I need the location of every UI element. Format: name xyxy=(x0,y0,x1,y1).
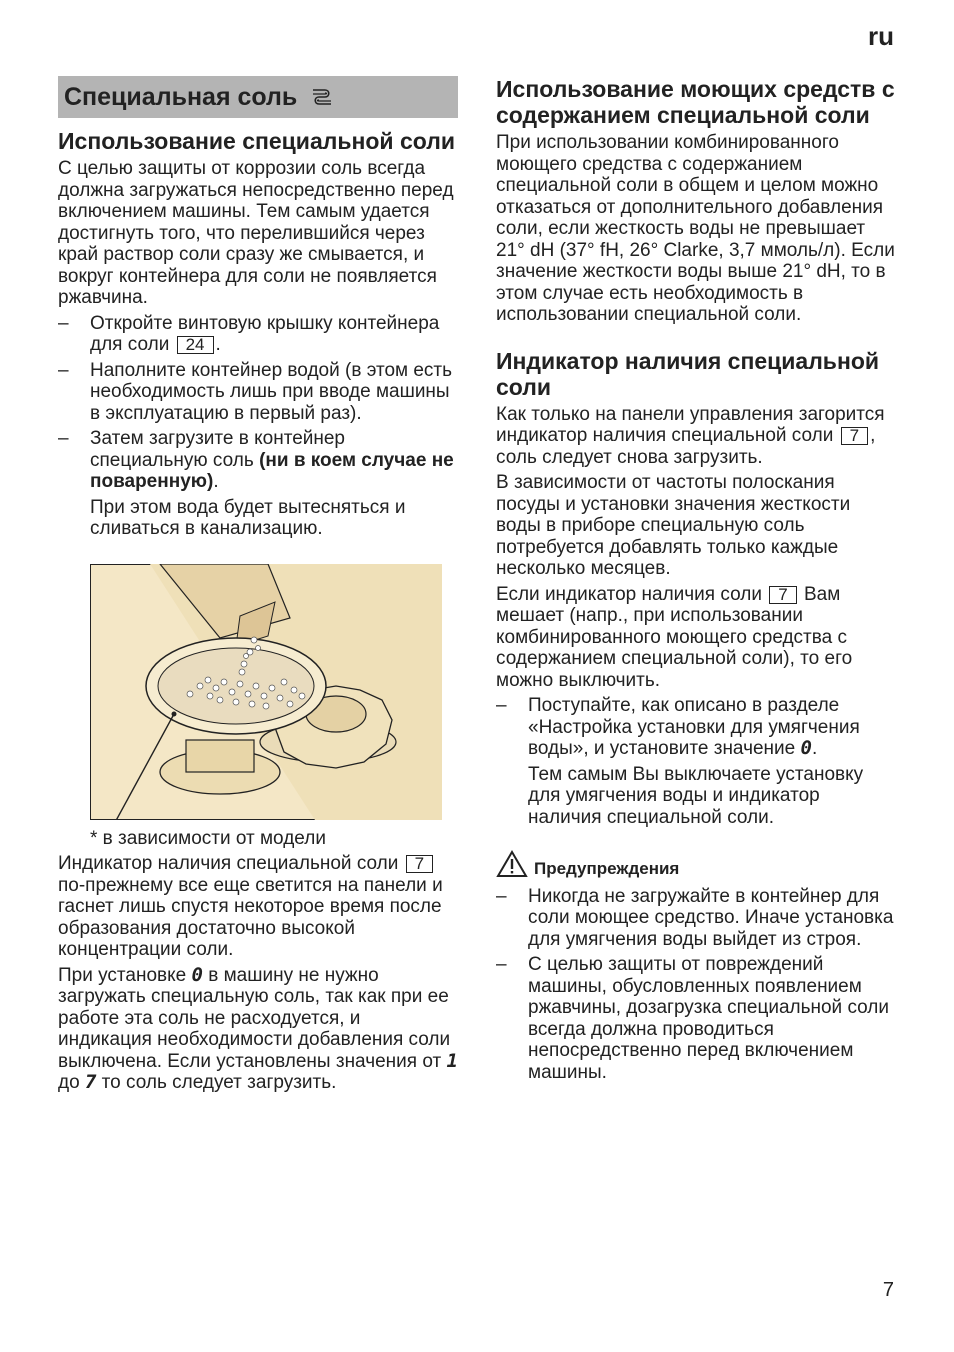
refill-frequency-text: В зависимости от частоты полоскания посуды и установки значения жесткости воды в приборе специальную соль потребуется добавлять только каждые несколько месяцев. xyxy=(496,472,851,579)
section-title: Специальная соль xyxy=(64,83,298,111)
warnings-heading: Предупреждения xyxy=(496,850,896,880)
step-load-salt: – Затем загрузите в контейнер специальную соль (ни в коем случае не поваренную). xyxy=(58,428,458,493)
ref-box-7: 7 xyxy=(769,586,796,604)
ref-box-24: 24 xyxy=(177,336,214,354)
step-open-cap: – Откройте винтовую крышку контейнера для соли 24 . xyxy=(58,313,458,356)
display-value-0: 0 xyxy=(800,737,812,759)
left-column xyxy=(58,76,458,1098)
warning-rust: – С целью защиты от повреждений машины, обусловленных появлением ржавчины, дозагрузка специальной соли всегда должна проводиться непосредственно перед включением машины. xyxy=(496,954,896,1083)
detergent-salt-heading: Использование моющих средств с содержанием специальной соли xyxy=(496,76,895,128)
salt-indicator-heading: Индикатор наличия специальной соли xyxy=(496,347,880,400)
detergent-salt-text: При использовании комбинированного моющего средства с содержанием специальной соли в общем и целом можно отказаться от дополнительного добавления соли, если жесткость воды не превышает 21° dH (37° fH, 26° Clarke, 3,7 ммоль/л). Если значение жесткости воды выше 21° dH, то в этом случае есть необходимость в использовании специальной соли. xyxy=(496,132,895,325)
section-title-bar xyxy=(58,76,458,118)
step-set-softening: – Поступайте, как описано в разделе «Настройка установки для умягчения воды», и установите значение 0. xyxy=(496,695,896,760)
right-column xyxy=(496,76,896,1087)
display-value-1: 1 xyxy=(446,1049,458,1072)
salt-symbol-icon xyxy=(310,85,334,109)
language-code: ru xyxy=(868,21,894,51)
display-value-0: 0 xyxy=(191,963,203,986)
model-footnote: * в зависимости от модели xyxy=(90,827,326,849)
indicator-refill-text: Как только на панели управления загорится индикатор наличия специальной соли 7 , соль следует снова загрузить. xyxy=(496,403,885,468)
step-set-softening-note: Тем самым Вы выключаете установку для умягчения воды и индикатор наличия специальной соли. xyxy=(528,763,864,828)
warning-triangle-icon xyxy=(496,850,528,878)
step-load-salt-note: При этом вода будет вытесняться и сливаться в канализацию. xyxy=(90,496,406,539)
ref-box-7: 7 xyxy=(406,855,433,873)
salt-intro-text: С целью защиты от коррозии соль всегда должна загружаться непосредственно перед включением машины. Тем самым удается достигнуть того, что перелившийся через край раствор соли сразу же смывается, и вокруг контейнера для соли не появляется ржавчина. xyxy=(58,158,454,308)
display-value-7: 7 xyxy=(84,1071,97,1093)
setting-paragraph: При установке 0 в машину не нужно загружать специальную соль, так как при ее работе эта соль не расходуется, и индикация необходимости добавления соли выключена. Если установлены значения от 1 до 7 то соль следует загрузить. xyxy=(58,963,458,1093)
warning-detergent: – Никогда не загружайте в контейнер для соли моющее средство. Иначе установка для умягчения воды выйдет из строя. xyxy=(496,886,896,951)
indicator-paragraph: Индикатор наличия специальной соли 7 по-прежнему все еще светится на панели и гаснет лишь спустя некоторое время после образования достаточно высокой концентрации соли. xyxy=(58,853,443,960)
page-number: 7 xyxy=(882,1279,894,1301)
step-fill-water: – Наполните контейнер водой (в этом есть необходимость лишь при вводе машины в эксплуатацию в первый раз). xyxy=(58,360,458,425)
ref-box-7: 7 xyxy=(841,427,868,445)
salt-funnel-illustration xyxy=(90,564,442,820)
salt-usage-heading: Использование специальной соли xyxy=(58,128,455,154)
indicator-disable-text: Если индикатор наличия соли 7 Вам мешает (напр., при использовании комбинированного моющего средства с содержанием специальной соли), то его можно выключить. xyxy=(496,583,853,691)
